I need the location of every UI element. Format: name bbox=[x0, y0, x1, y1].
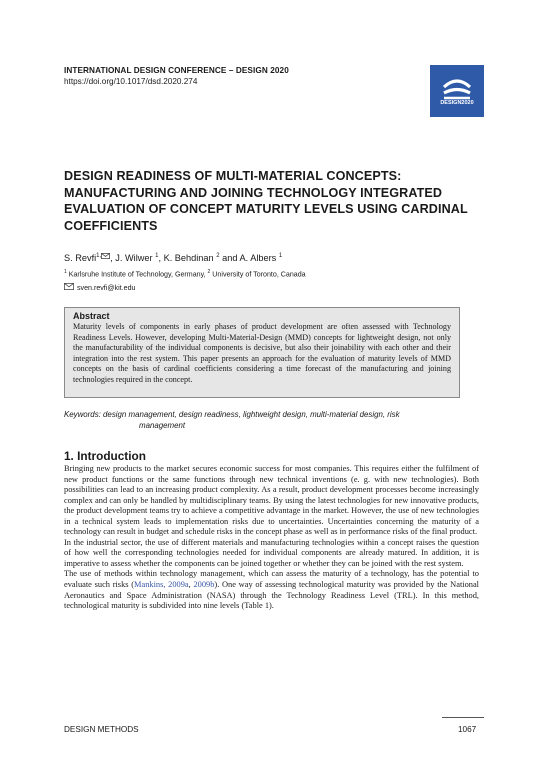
citation-link[interactable]: 2009b bbox=[193, 580, 215, 590]
affiliation-text: University of Toronto, Canada bbox=[210, 270, 306, 279]
envelope-icon bbox=[101, 251, 110, 261]
section-heading: 1. Introduction bbox=[64, 449, 146, 463]
contact-email bbox=[64, 283, 135, 292]
logo-text: DESIGN2020 bbox=[440, 100, 474, 106]
abstract-box bbox=[64, 307, 460, 398]
abstract-text: Maturity levels of components in early phases of product development are often assessed with Technology Readiness Levels. However, developing Multi-Material-Design (MMD) concepts for lightweight design, not only the manufacturability of the individual components is decisive, but also their joinability with each other and their integration into the rest system. This paper presents an approach for the evaluation of maturity levels of MMD concepts on the basis of cardinal coefficients considering a time forecast of the manufacturing and joining technologies required in the concept. bbox=[73, 322, 451, 384]
citation-link[interactable]: Mankins, 2009a bbox=[134, 580, 189, 590]
design-conference-logo bbox=[430, 65, 484, 117]
author-affiliation-sup: 1, bbox=[96, 252, 102, 259]
author-name: and A. Albers bbox=[219, 253, 277, 263]
email-link[interactable]: sven.revfi@kit.edu bbox=[77, 283, 136, 292]
affiliations bbox=[64, 269, 306, 278]
abstract-heading: Abstract bbox=[73, 311, 110, 321]
footer-section: DESIGN METHODS bbox=[64, 725, 139, 734]
author-affiliation-sup: 2 bbox=[216, 252, 220, 259]
keywords-line: management bbox=[139, 420, 186, 430]
author-affiliation-sup: 1 bbox=[155, 252, 159, 259]
author-name: , J. Wilwer bbox=[110, 253, 153, 263]
keywords bbox=[64, 410, 484, 431]
affiliation-sup: 2 bbox=[207, 269, 211, 275]
paragraph: Bringing new products to the market secures economic success for most companies. This requires either the fulfilment of new product functions or the same functions through new technical inventions (e. g. with new technologies). Both possibilities can lead to an increasing product complexity. As a result, product development processes become increasingly complex and can only be handled by multidisciplinary teams. By using the latest technologies for new innovative products, the product development teams try to achieve a competitive advantage in the market. However, the use of new technologies in a technical system leads to implementation risks due to uncertainties. Uncertainties concerning the maturity of a technology can result in budget and schedule risks in the concept phase as well as in performance risks of the final product. bbox=[64, 464, 479, 537]
paragraph-text: ). One way of assessing technological maturity was provided by the National Aeronautics and Space Administration (NASA) through the Technology Readiness Level (TRL). In this method, technological maturity is subdivided into nine levels (Table 1). bbox=[64, 580, 480, 611]
envelope-icon bbox=[64, 283, 74, 292]
author-affiliation-sup: 1 bbox=[278, 252, 283, 259]
paragraph bbox=[64, 569, 479, 611]
keywords-label: Keywords: bbox=[64, 410, 101, 419]
author-name: , K. Behdinan bbox=[158, 253, 214, 263]
paper-title: DESIGN READINESS OF MULTI-MATERIAL CONCEPTS: MANUFACTURING AND JOINING TECHNOLOGY INTEGRATED EVALUATION OF CONCEPT MATURITY LEVELS USING CARDINAL COEFFICIENTS bbox=[64, 169, 468, 233]
logo-arcs-icon bbox=[430, 65, 484, 117]
doi-link[interactable]: https://doi.org/10.1017/dsd.2020.274 bbox=[64, 77, 198, 86]
author-name: S. Revfi bbox=[64, 253, 97, 263]
page-number: 1067 bbox=[458, 725, 477, 734]
body-text bbox=[64, 464, 479, 612]
author-list bbox=[64, 251, 282, 263]
affiliation-text: Karlsruhe Institute of Technology, Germany, bbox=[66, 270, 208, 279]
paragraph-text: , bbox=[188, 580, 194, 590]
paragraph: In the industrial sector, the use of different materials and manufacturing technologies within a concept raises the question of how well the corresponding technologies needed for individual components are already matured. In addition, it is imperative to assess whether the components can be joined together or whether they can be joined with the rest system. bbox=[64, 537, 479, 568]
paragraph-text: The use of methods within technology management, which can assess the maturity of a technology, has the potential to evaluate such risks ( bbox=[64, 569, 479, 590]
conference-name: INTERNATIONAL DESIGN CONFERENCE – DESIGN 2020 bbox=[64, 66, 289, 75]
footer-rule bbox=[442, 717, 484, 718]
affiliation-sup: 1 bbox=[64, 269, 67, 275]
keywords-line: design management, design readiness, lightweight design, multi-material design, risk bbox=[103, 410, 400, 419]
